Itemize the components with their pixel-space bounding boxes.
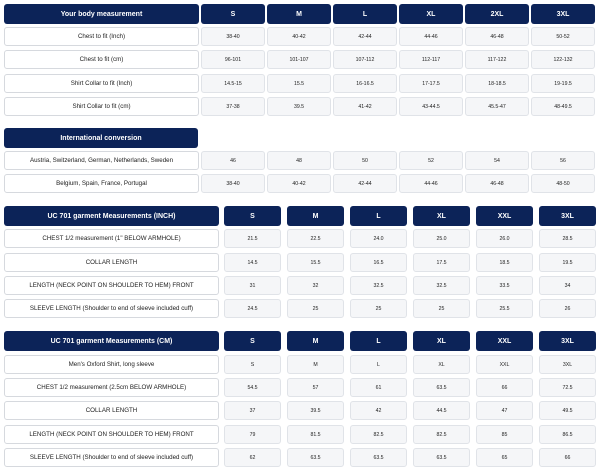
table-cell: 47 (476, 401, 533, 420)
body-table-title: Your body measurement (4, 4, 199, 24)
table-cell: 46-48 (465, 27, 529, 46)
table-cell: 37-38 (201, 97, 265, 116)
table-cell: 15.5 (287, 253, 344, 272)
table-cell: 17.5 (413, 253, 470, 272)
table-cell: 50 (333, 151, 397, 170)
size-header-s: S (224, 331, 281, 351)
table-cell: 65 (476, 448, 533, 467)
table-cell: 39.5 (267, 97, 331, 116)
table-cell: 15.5 (267, 74, 331, 93)
table-cell: 39.5 (287, 401, 344, 420)
size-header-3xl: 3XL (539, 206, 596, 226)
size-header-2xl: 2XL (465, 4, 529, 24)
table-cell: 61 (350, 378, 407, 397)
row-label: CHEST 1/2 measurement (1" BELOW ARMHOLE) (4, 229, 219, 248)
table-cell: 26 (539, 299, 596, 318)
table-cell: 52 (399, 151, 463, 170)
table-cell: 25.0 (413, 229, 470, 248)
table-cell: 46 (201, 151, 265, 170)
table-cell: 56 (531, 151, 595, 170)
table-cell: 63.5 (350, 448, 407, 467)
table-cell: XXL (476, 355, 533, 374)
table-cell: 42-44 (333, 27, 397, 46)
row-label: Austria, Switzerland, German, Netherlands, Sweden (4, 151, 199, 170)
size-header-m: M (287, 331, 344, 351)
table-cell: 117-122 (465, 50, 529, 69)
row-label: Shirt Collar to fit (Inch) (4, 74, 199, 93)
intl-table-title: International conversion (4, 128, 198, 148)
table-cell: 38-40 (201, 27, 265, 46)
table-cell: 34 (539, 276, 596, 295)
table-cell: 66 (476, 378, 533, 397)
table-cell: 44-46 (399, 27, 463, 46)
table-cell: 32.5 (350, 276, 407, 295)
table-cell: 49.5 (539, 401, 596, 420)
table-cell: S (224, 355, 281, 374)
size-header-l: L (350, 331, 407, 351)
size-header-s: S (224, 206, 281, 226)
size-header-xl: XL (399, 4, 463, 24)
table-cell: 62 (224, 448, 281, 467)
table-cell: L (350, 355, 407, 374)
table-cell: 14.5-15 (201, 74, 265, 93)
table-cell: 25 (287, 299, 344, 318)
row-label: Chest to fit (cm) (4, 50, 199, 69)
row-label: SLEEVE LENGTH (Shoulder to end of sleeve included cuff) (4, 299, 219, 318)
table-cell: 50-52 (531, 27, 595, 46)
table-cell: 46-48 (465, 174, 529, 193)
inch-table-title: UC 701 garment Measurements (INCH) (4, 206, 219, 226)
table-cell: 82.5 (350, 425, 407, 444)
row-label: CHEST 1/2 measurement (2.5cm BELOW ARMHOLE) (4, 378, 219, 397)
table-cell: 17-17.5 (399, 74, 463, 93)
table-cell: 96-101 (201, 50, 265, 69)
table-cell: 26.0 (476, 229, 533, 248)
table-cell: 48 (267, 151, 331, 170)
table-cell: 40-42 (267, 27, 331, 46)
size-header-xl: XL (413, 206, 470, 226)
table-cell: 25 (413, 299, 470, 318)
table-cell: 48-49.5 (531, 97, 595, 116)
table-cell: 44.5 (413, 401, 470, 420)
table-cell: 38-40 (201, 174, 265, 193)
row-label: COLLAR LENGTH (4, 401, 219, 420)
table-cell: 32 (287, 276, 344, 295)
row-label: Chest to fit (Inch) (4, 27, 199, 46)
table-cell: 3XL (539, 355, 596, 374)
table-cell: 32.5 (413, 276, 470, 295)
table-cell: 86.5 (539, 425, 596, 444)
table-cell: 101-107 (267, 50, 331, 69)
table-cell: 24.5 (224, 299, 281, 318)
cm-table-title: UC 701 garment Measurements (CM) (4, 331, 219, 351)
table-cell: M (287, 355, 344, 374)
table-cell: 122-132 (531, 50, 595, 69)
row-label: LENGTH (NECK POINT ON SHOULDER TO HEM) FRONT (4, 425, 219, 444)
size-header-xxl: XXL (476, 206, 533, 226)
table-cell: 19.5 (539, 253, 596, 272)
table-cell: 25 (350, 299, 407, 318)
table-cell: 14.5 (224, 253, 281, 272)
table-cell: 66 (539, 448, 596, 467)
table-cell: 16.5 (350, 253, 407, 272)
table-cell: 33.5 (476, 276, 533, 295)
size-header-s: S (201, 4, 265, 24)
table-cell: 18.5 (476, 253, 533, 272)
table-cell: 63.5 (413, 378, 470, 397)
size-header-xl: XL (413, 331, 470, 351)
table-cell: 42-44 (333, 174, 397, 193)
table-cell: 79 (224, 425, 281, 444)
table-cell: 22.5 (287, 229, 344, 248)
size-header-3xl: 3XL (531, 4, 595, 24)
table-cell: 28.5 (539, 229, 596, 248)
size-header-xxl: XXL (476, 331, 533, 351)
size-header-3xl: 3XL (539, 331, 596, 351)
table-cell: 112-117 (399, 50, 463, 69)
table-cell: 44-46 (399, 174, 463, 193)
table-cell: 16-16.5 (333, 74, 397, 93)
table-cell: 48-50 (531, 174, 595, 193)
table-cell: 18-18.5 (465, 74, 529, 93)
row-label: LENGTH (NECK POINT ON SHOULDER TO HEM) FRONT (4, 276, 219, 295)
table-cell: 21.5 (224, 229, 281, 248)
table-cell: 54 (465, 151, 529, 170)
table-cell: 85 (476, 425, 533, 444)
size-header-m: M (267, 4, 331, 24)
table-cell: 40-42 (267, 174, 331, 193)
size-header-m: M (287, 206, 344, 226)
table-cell: 82.5 (413, 425, 470, 444)
table-cell: 63.5 (287, 448, 344, 467)
row-label: SLEEVE LENGTH (Shoulder to end of sleeve included cuff) (4, 448, 219, 467)
row-label: Men's Oxford Shirt, long sleeve (4, 355, 219, 374)
row-label: Belgium, Spain, France, Portugal (4, 174, 199, 193)
table-cell: 43-44.5 (399, 97, 463, 116)
row-label: Shirt Collar to fit (cm) (4, 97, 199, 116)
table-cell: 31 (224, 276, 281, 295)
table-cell: 72.5 (539, 378, 596, 397)
table-cell: 41-42 (333, 97, 397, 116)
table-cell: 42 (350, 401, 407, 420)
size-header-l: L (350, 206, 407, 226)
table-cell: 57 (287, 378, 344, 397)
table-cell: 24.0 (350, 229, 407, 248)
table-cell: 37 (224, 401, 281, 420)
table-cell: 45.5-47 (465, 97, 529, 116)
table-cell: 63.5 (413, 448, 470, 467)
table-cell: 19-19.5 (531, 74, 595, 93)
table-cell: 107-112 (333, 50, 397, 69)
size-header-l: L (333, 4, 397, 24)
table-cell: XL (413, 355, 470, 374)
row-label: COLLAR LENGTH (4, 253, 219, 272)
table-cell: 25.5 (476, 299, 533, 318)
table-cell: 81.5 (287, 425, 344, 444)
table-cell: 54.5 (224, 378, 281, 397)
